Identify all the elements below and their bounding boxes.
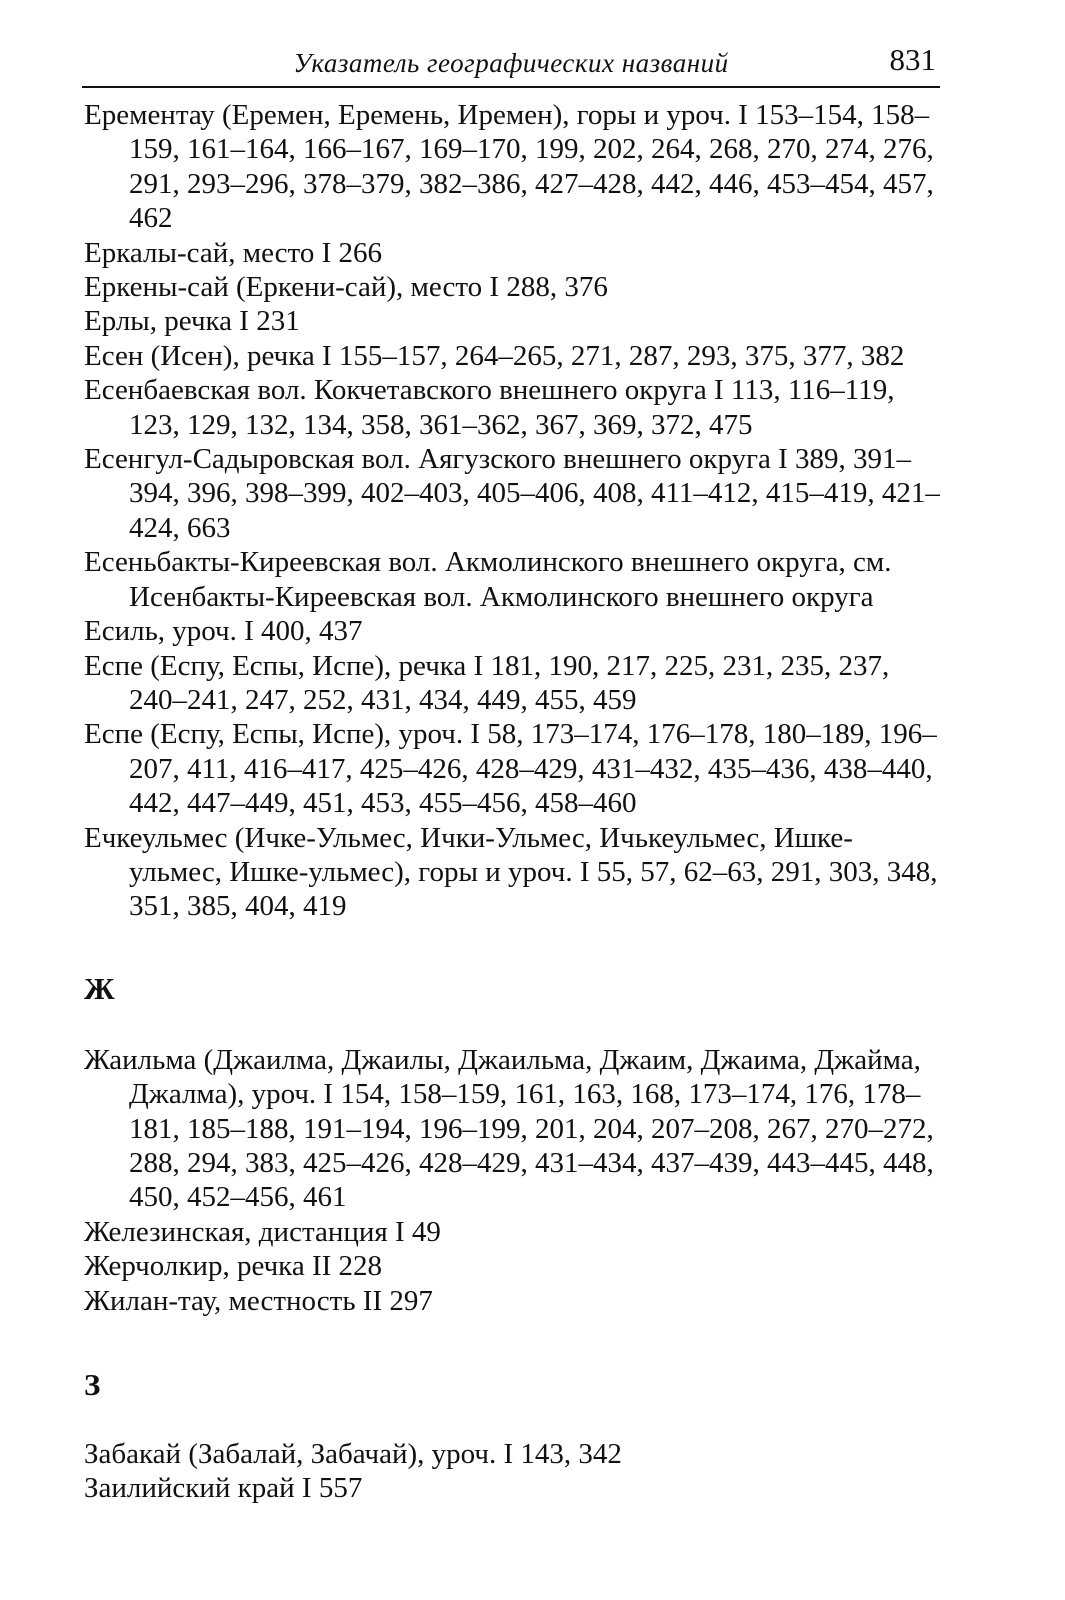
index-entry: Есен (Исен), речка I 155–157, 264–265, 271, 287, 293, 375, 377, 382: [84, 339, 905, 372]
index-entry: Жаильма (Джаилма, Джаилы, Джаильма, Джаим, Джаима, Джайма, Джалма), уроч. I 154, 158–159, 161, 163, 168, 173–174, 176, 178–181, 185–188, 191–194, 196–199, 201, 204, 207–208, 267, 270–272, 288, 294, 383, 425–426, 428–429, 431–434, 437–439, 443–445, 448, 450, 452–456, 461: [84, 1043, 934, 1214]
index-entry: Жилан-тау, местность II 297: [84, 1284, 433, 1317]
index-entry: Забакай (Забалай, Забачай), уроч. I 143, 342: [84, 1438, 622, 1470]
index-entry: Ерементау (Еремен, Еремень, Иремен), горы и уроч. I 153–154, 158–159, 161–164, 166–167, 169–170, 199, 202, 264, 268, 270, 274, 276, 291, 293–296, 378–379, 382–386, 427–428, 442, 446, 453–454, 457, 462: [84, 99, 934, 235]
section-letter-heading: Ж: [84, 970, 115, 1006]
index-entry: Ерлы, речка I 231: [84, 305, 300, 338]
index-entry: Заилийский край I 557: [84, 1472, 363, 1505]
index-entry: Еспе (Еспу, Еспы, Испе), уроч. I 58, 173–174, 176–178, 180–189, 196–207, 411, 416–417, 425–426, 428–429, 431–432, 435–436, 438–440, 442, 447–449, 451, 453, 455–456, 458–460: [84, 718, 937, 820]
index-entry: Есеньбакты-Киреевская вол. Акмолинского внешнего округа, см. Исенбакты-Киреевская вол. Акмолинского внешнего округа: [84, 546, 892, 613]
index-section-z: [84, 1368, 940, 1506]
section-letter-heading: З: [84, 1367, 101, 1402]
running-title: Указатель географических названий: [293, 48, 729, 78]
index-entry: Есиль, уроч. I 400, 437: [84, 615, 363, 648]
geographic-index: [84, 98, 940, 1506]
page-number: 831: [889, 42, 936, 77]
index-entry: Еркены-сай (Еркени-сай), место I 288, 376: [84, 271, 608, 304]
index-section-e: [84, 98, 940, 924]
index-entry: Железинская, дистанция I 49: [84, 1215, 441, 1248]
index-section-zh: [84, 972, 940, 1318]
index-entry: Есенбаевская вол. Кокчетавского внешнего округа I 113, 116–119, 123, 129, 132, 134, 358, 361–362, 367, 369, 372, 475: [84, 374, 895, 441]
index-entry: Еспе (Еспу, Еспы, Испе), речка I 181, 190, 217, 225, 231, 235, 237, 240–241, 247, 252, 431, 434, 449, 455, 459: [84, 649, 890, 716]
running-header: [82, 40, 940, 88]
index-entry: Ечкеульмес (Ичке-Ульмес, Ички-Ульмес, Ичькеульмес, Ишке-ульмес, Ишке-ульмес), горы и уроч. I 55, 57, 62–63, 291, 303, 348, 351, 385, 404, 419: [84, 821, 938, 923]
index-entry: Еркалы-сай, место I 266: [84, 236, 382, 269]
index-entry: Есенгул-Садыровская вол. Аягузского внешнего округа I 389, 391–394, 396, 398–399, 402–403, 405–406, 408, 411–412, 415–419, 421–424, 663: [84, 443, 940, 544]
index-entry: Жерчолкир, речка II 228: [84, 1250, 383, 1283]
